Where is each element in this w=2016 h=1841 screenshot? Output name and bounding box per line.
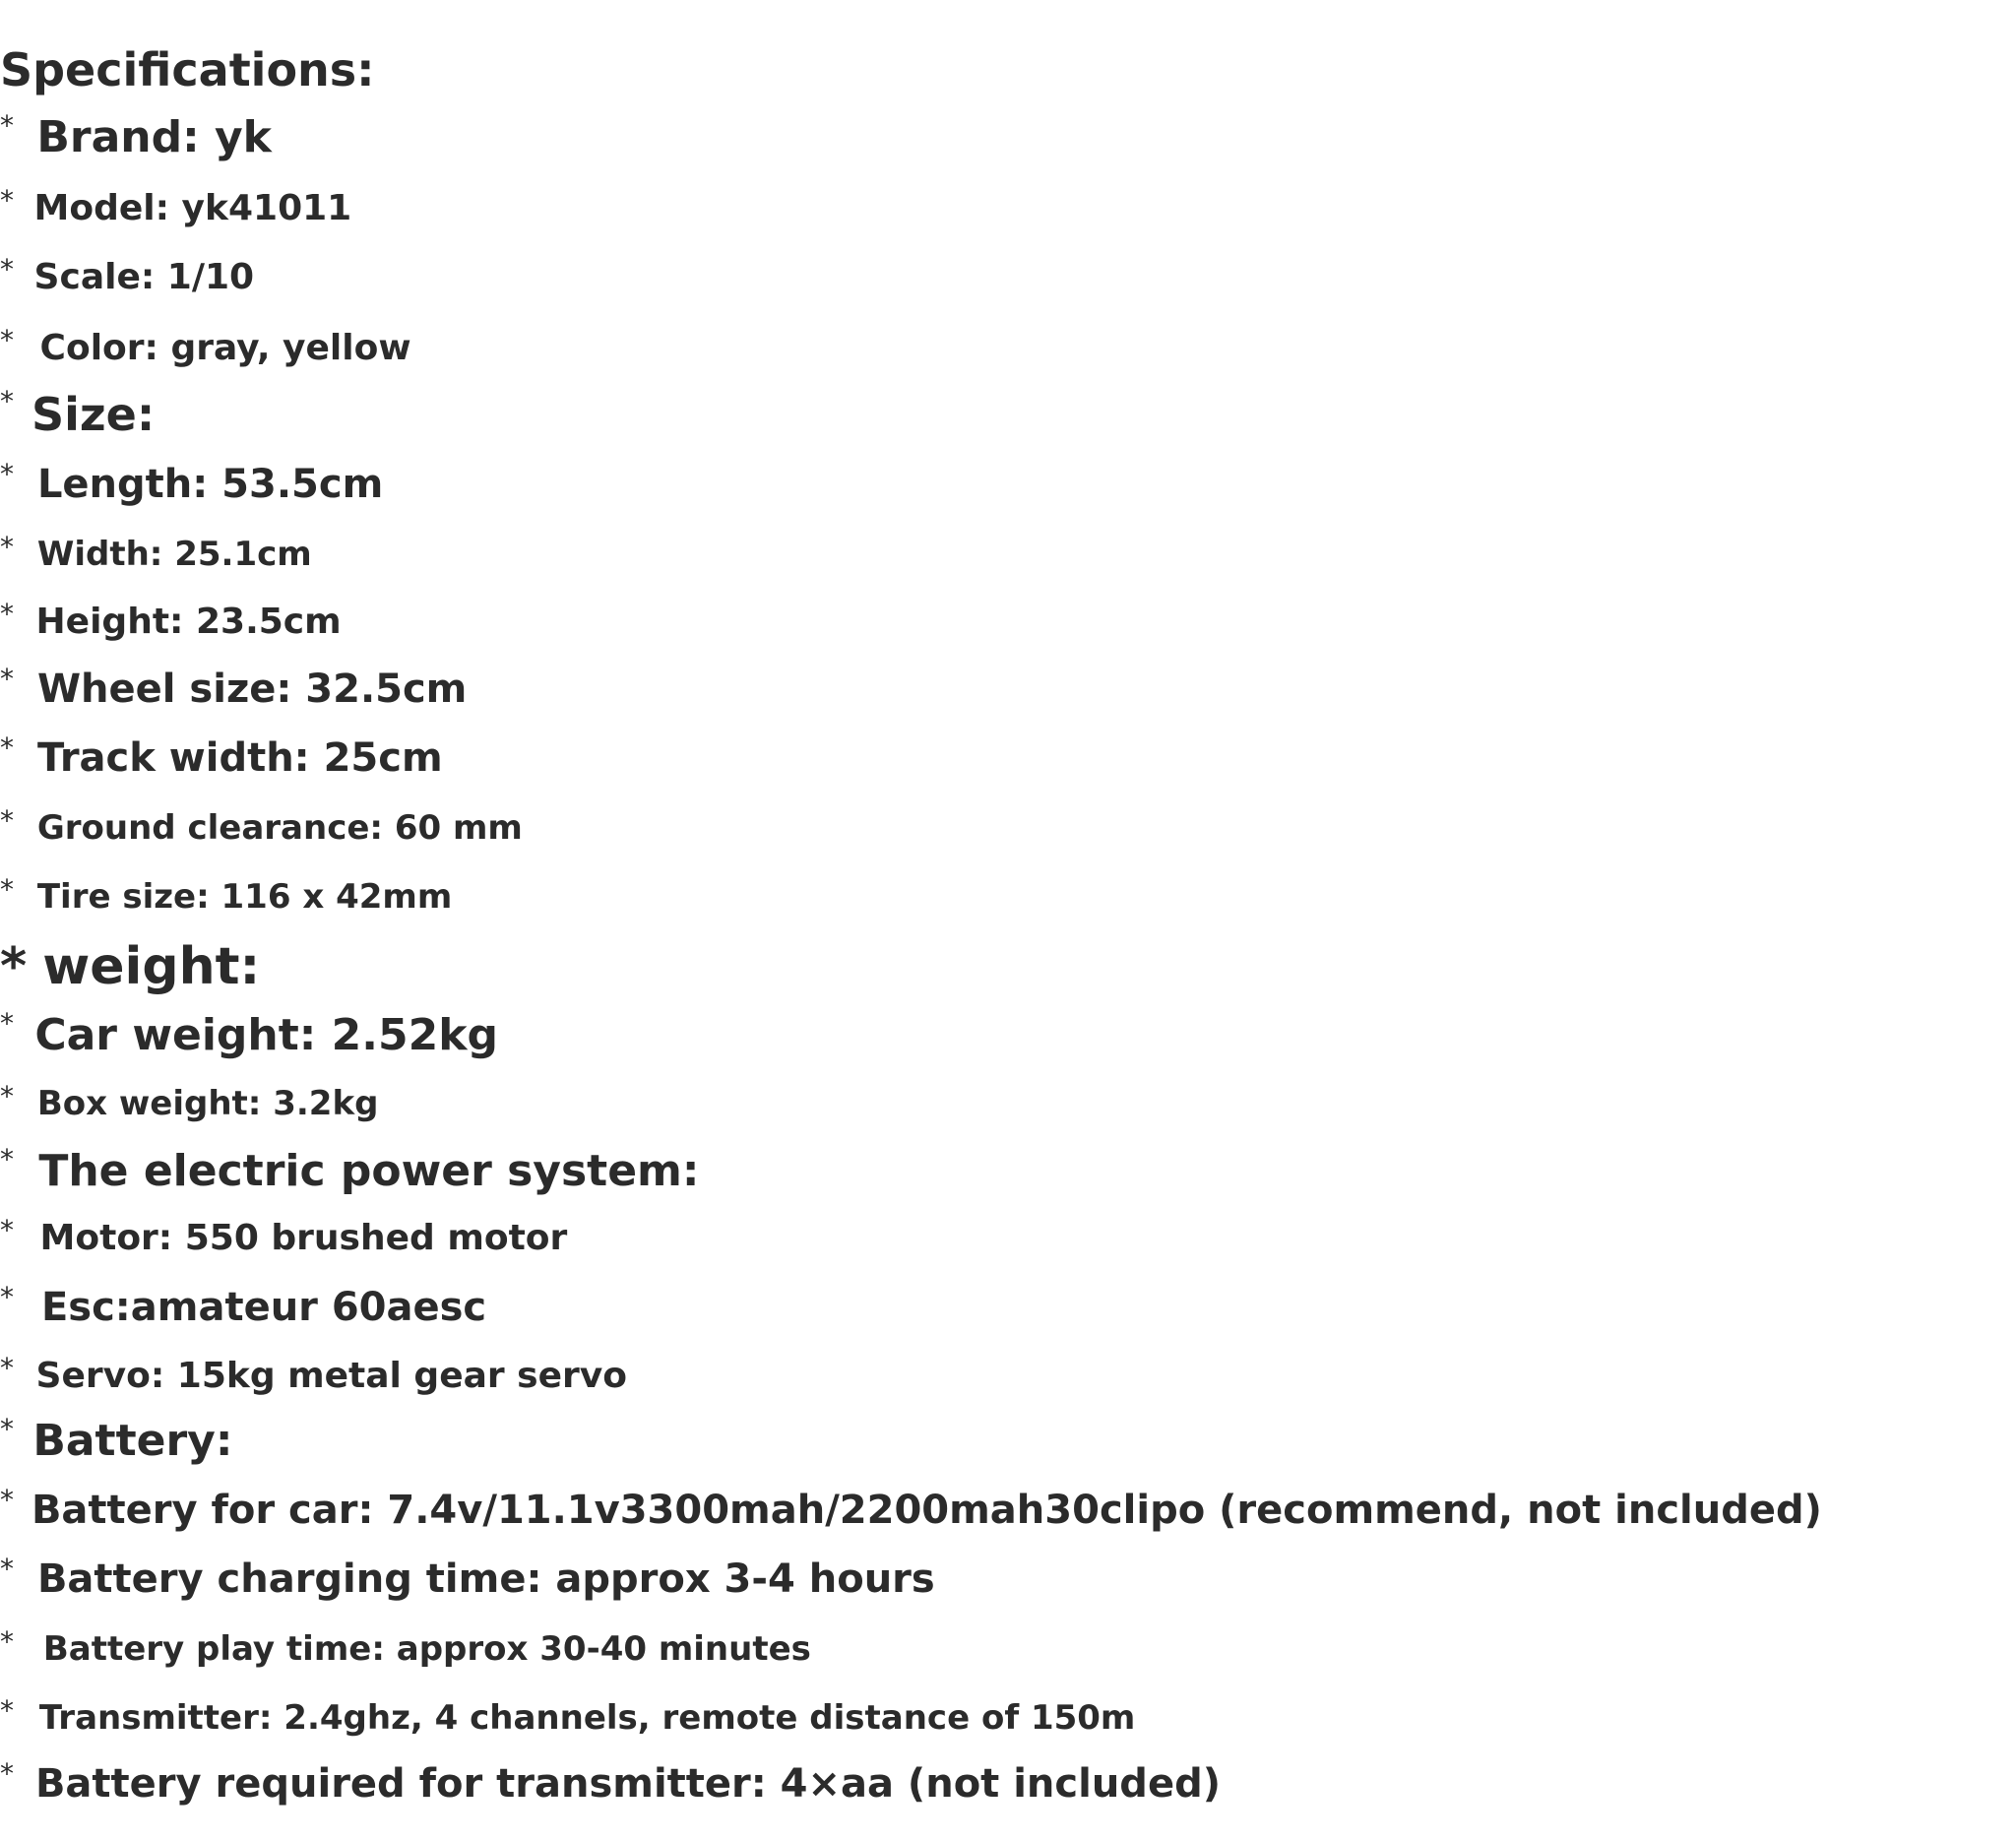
- spec-item-text: Car weight: 2.52kg: [34, 1010, 498, 1060]
- spec-item-text: Battery required for transmitter: 4×aa (not included): [34, 1761, 1221, 1807]
- bullet-star: *: [0, 937, 28, 996]
- spec-item: [0, 731, 443, 781]
- section-heading-size: [0, 385, 156, 441]
- spec-item: [0, 1281, 487, 1330]
- spec-item-text: Scale: 1/10: [33, 257, 255, 297]
- bullet-star: *: [0, 731, 14, 764]
- section-heading-text: Size:: [32, 388, 156, 441]
- spec-item-text: Width: 25.1cm: [36, 535, 312, 574]
- bullet-star: *: [0, 531, 14, 563]
- spec-item: [0, 804, 523, 848]
- spec-item-text: Track width: 25cm: [36, 735, 443, 781]
- spec-title-text: Specifications:: [0, 43, 375, 96]
- bullet-star: *: [0, 1413, 14, 1445]
- bullet-star: *: [0, 184, 14, 217]
- bullet-star: *: [0, 1352, 14, 1384]
- spec-item: [0, 1625, 811, 1669]
- section-heading-power: [0, 1143, 700, 1196]
- bullet-star: *: [0, 1214, 14, 1246]
- bullet-star: *: [0, 873, 14, 906]
- spec-item: [0, 1214, 568, 1258]
- section-heading-text: The electric power system:: [38, 1146, 700, 1196]
- spec-item-text: Brand: yk: [36, 112, 272, 162]
- spec-item: [0, 1352, 627, 1396]
- bullet-star: *: [0, 1625, 14, 1658]
- bullet-star: *: [0, 324, 14, 356]
- bullet-star: *: [0, 804, 14, 837]
- bullet-star: *: [0, 1757, 14, 1790]
- spec-item: [0, 184, 352, 228]
- bullet-star: *: [0, 458, 14, 490]
- spec-item: [0, 663, 468, 712]
- section-heading-battery: [0, 1413, 233, 1466]
- spec-item-text: Box weight: 3.2kg: [36, 1084, 379, 1123]
- spec-item: [0, 873, 453, 917]
- spec-item-text: Transmitter: 2.4ghz, 4 channels, remote distance of 150m: [38, 1698, 1136, 1738]
- bullet-star: *: [0, 109, 14, 142]
- spec-item: [0, 324, 411, 368]
- bullet-star: *: [0, 663, 14, 695]
- spec-item-text: Battery play time: approx 30-40 minutes: [42, 1629, 811, 1669]
- spec-item: [0, 598, 342, 642]
- spec-item-text: Ground clearance: 60 mm: [36, 808, 523, 848]
- bullet-star: *: [0, 1694, 14, 1727]
- bullet-star: *: [0, 1080, 14, 1112]
- spec-item: [0, 531, 312, 574]
- spec-item-text: Servo: 15kg metal gear servo: [35, 1356, 627, 1396]
- bullet-star: *: [0, 253, 14, 286]
- bullet-star: *: [0, 385, 14, 417]
- spec-item: [0, 1080, 379, 1123]
- spec-item-text: Battery for car: 7.4v/11.1v3300mah/2200mah30clipo (recommend, not included): [31, 1488, 1822, 1533]
- spec-item: [0, 1694, 1136, 1738]
- spec-item: [0, 1484, 1822, 1533]
- section-heading-text: Battery:: [32, 1416, 233, 1466]
- spec-item-text: Model: yk41011: [33, 188, 352, 228]
- spec-title: [0, 43, 375, 96]
- spec-item-text: Wheel size: 32.5cm: [36, 667, 468, 712]
- bullet-star: *: [0, 1007, 14, 1040]
- section-heading-text: weight:: [42, 937, 261, 996]
- spec-item: [0, 1553, 935, 1602]
- bullet-star: *: [0, 1484, 14, 1516]
- spec-item: [0, 253, 255, 297]
- spec-item-text: Height: 23.5cm: [35, 602, 342, 642]
- bullet-star: *: [0, 1553, 14, 1585]
- spec-item-text: Esc:amateur 60aesc: [40, 1285, 487, 1330]
- spec-item: [0, 1757, 1221, 1807]
- section-heading-weight: [0, 937, 261, 996]
- bullet-star: *: [0, 1281, 14, 1313]
- bullet-star: *: [0, 1143, 14, 1175]
- spec-item: [0, 109, 272, 162]
- bullet-star: *: [0, 598, 14, 630]
- spec-item-text: Tire size: 116 x 42mm: [36, 877, 453, 917]
- spec-item-text: Length: 53.5cm: [36, 462, 384, 507]
- spec-item-text: Color: gray, yellow: [39, 328, 411, 368]
- spec-item-text: Battery charging time: approx 3-4 hours: [36, 1556, 935, 1602]
- spec-item-text: Motor: 550 brushed motor: [39, 1218, 568, 1258]
- spec-item: [0, 1007, 498, 1060]
- spec-item: [0, 458, 384, 507]
